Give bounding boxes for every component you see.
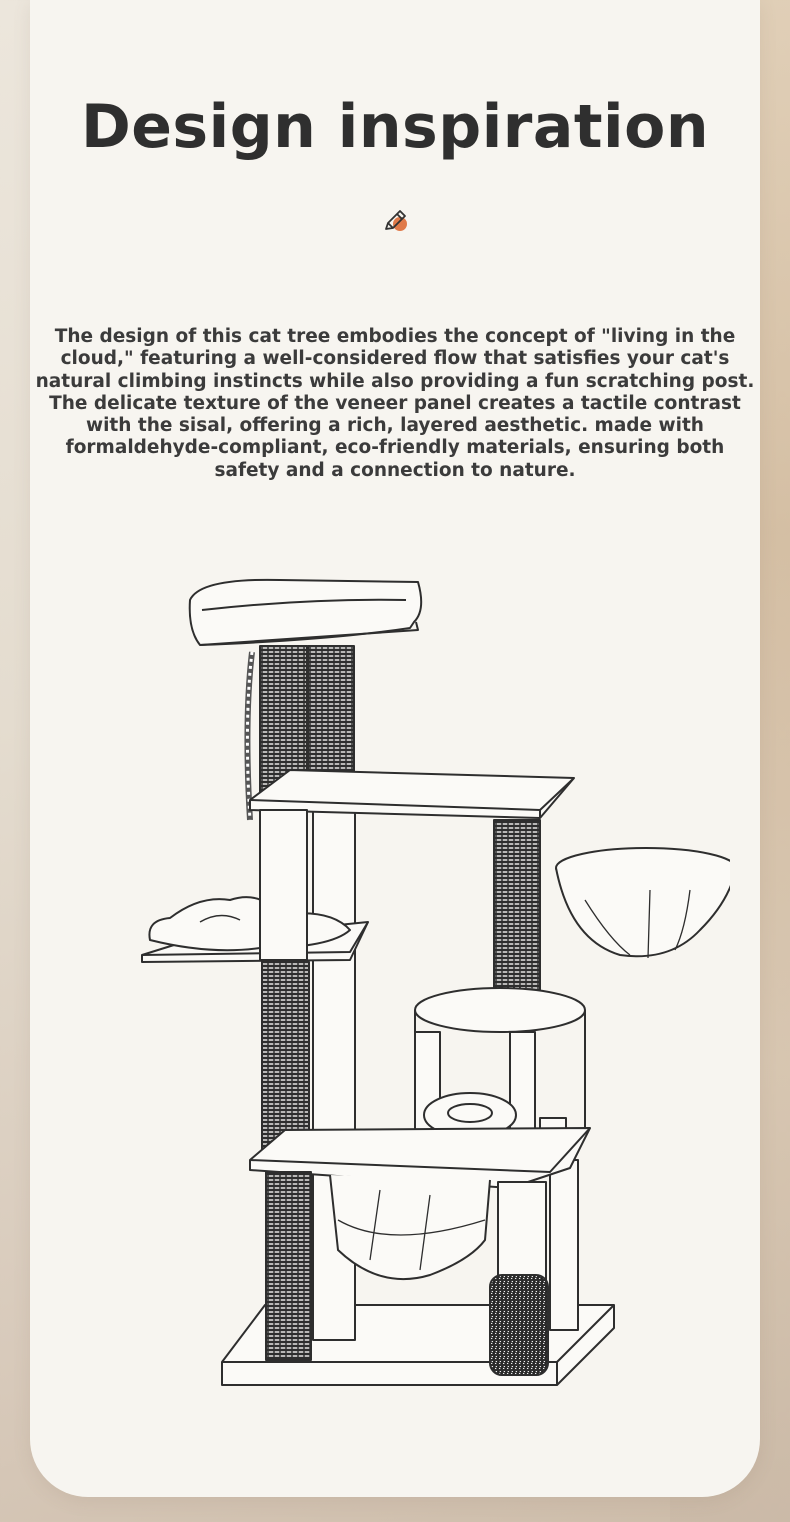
page-title: Design inspiration	[80, 92, 710, 162]
cat-tree-illustration	[130, 570, 730, 1415]
brush-post	[490, 1275, 548, 1375]
top-bed	[190, 580, 421, 645]
pencil-icon	[381, 205, 411, 235]
design-description: The design of this cat tree embodies the concept of "living in the cloud," featuring a well-considered flow that satisfies your cat's natural climbing instincts while also providing a fun scratching post. The delicate texture of the veneer panel creates a tactile contrast with the sisal, offering a rich, layered aesthetic. made with formaldehyde-compliant, eco-friendly materials, ensuring both safety and a connection to nature.	[35, 326, 755, 481]
sisal-post	[266, 1172, 311, 1360]
content-card	[30, 0, 760, 1497]
basket	[556, 868, 730, 956]
sisal-post	[308, 646, 354, 776]
